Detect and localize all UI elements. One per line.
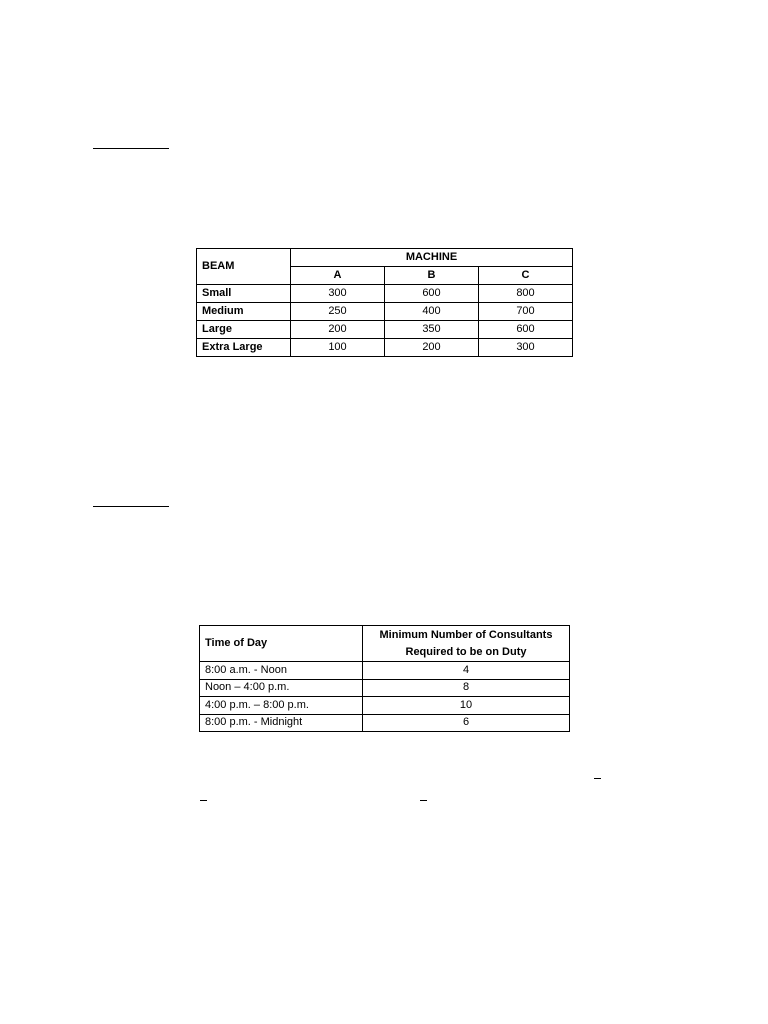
heading-underline-2 <box>93 506 169 507</box>
heading-underline-1 <box>93 148 169 149</box>
beam-header: BEAM <box>197 249 291 285</box>
machine-col-a: A <box>291 267 385 285</box>
table-cell: 400 <box>385 303 479 321</box>
table-cell: 300 <box>291 285 385 303</box>
count-cell: 10 <box>363 697 570 715</box>
table-header-row <box>197 249 573 267</box>
count-cell: 8 <box>363 679 570 697</box>
table-cell: 600 <box>385 285 479 303</box>
dash-mark <box>594 778 601 779</box>
dash-mark <box>200 800 207 801</box>
machine-col-c: C <box>479 267 573 285</box>
table-cell: 200 <box>291 321 385 339</box>
table-cell: 700 <box>479 303 573 321</box>
time-cell: 8:00 a.m. - Noon <box>200 662 363 680</box>
table-cell: 200 <box>385 339 479 357</box>
table-row <box>197 285 573 303</box>
table-cell: 300 <box>479 339 573 357</box>
row-label: Extra Large <box>197 339 291 357</box>
table-cell: 250 <box>291 303 385 321</box>
time-cell: 4:00 p.m. – 8:00 p.m. <box>200 697 363 715</box>
table-header-row <box>200 626 570 662</box>
machine-header: MACHINE <box>291 249 573 267</box>
header-line-1: Minimum Number of Consultants <box>379 628 553 641</box>
count-cell: 4 <box>363 662 570 680</box>
table-row <box>197 321 573 339</box>
row-label: Medium <box>197 303 291 321</box>
count-cell: 6 <box>363 714 570 732</box>
min-consultants-header <box>363 626 570 662</box>
table-row <box>197 303 573 321</box>
time-of-day-header: Time of Day <box>200 626 363 662</box>
row-label: Small <box>197 285 291 303</box>
table-row <box>200 697 570 715</box>
time-cell: Noon – 4:00 p.m. <box>200 679 363 697</box>
table-cell: 800 <box>479 285 573 303</box>
table-row <box>200 714 570 732</box>
machine-col-b: B <box>385 267 479 285</box>
header-line-2: Required to be on Duty <box>405 645 527 658</box>
table-cell: 600 <box>479 321 573 339</box>
table-cell: 350 <box>385 321 479 339</box>
dash-mark <box>420 800 427 801</box>
consultant-duty-table <box>199 625 570 732</box>
table-row <box>197 339 573 357</box>
row-label: Large <box>197 321 291 339</box>
beam-machine-table <box>196 248 573 357</box>
time-cell: 8:00 p.m. - Midnight <box>200 714 363 732</box>
table-row <box>200 679 570 697</box>
table-cell: 100 <box>291 339 385 357</box>
table-row <box>200 662 570 680</box>
